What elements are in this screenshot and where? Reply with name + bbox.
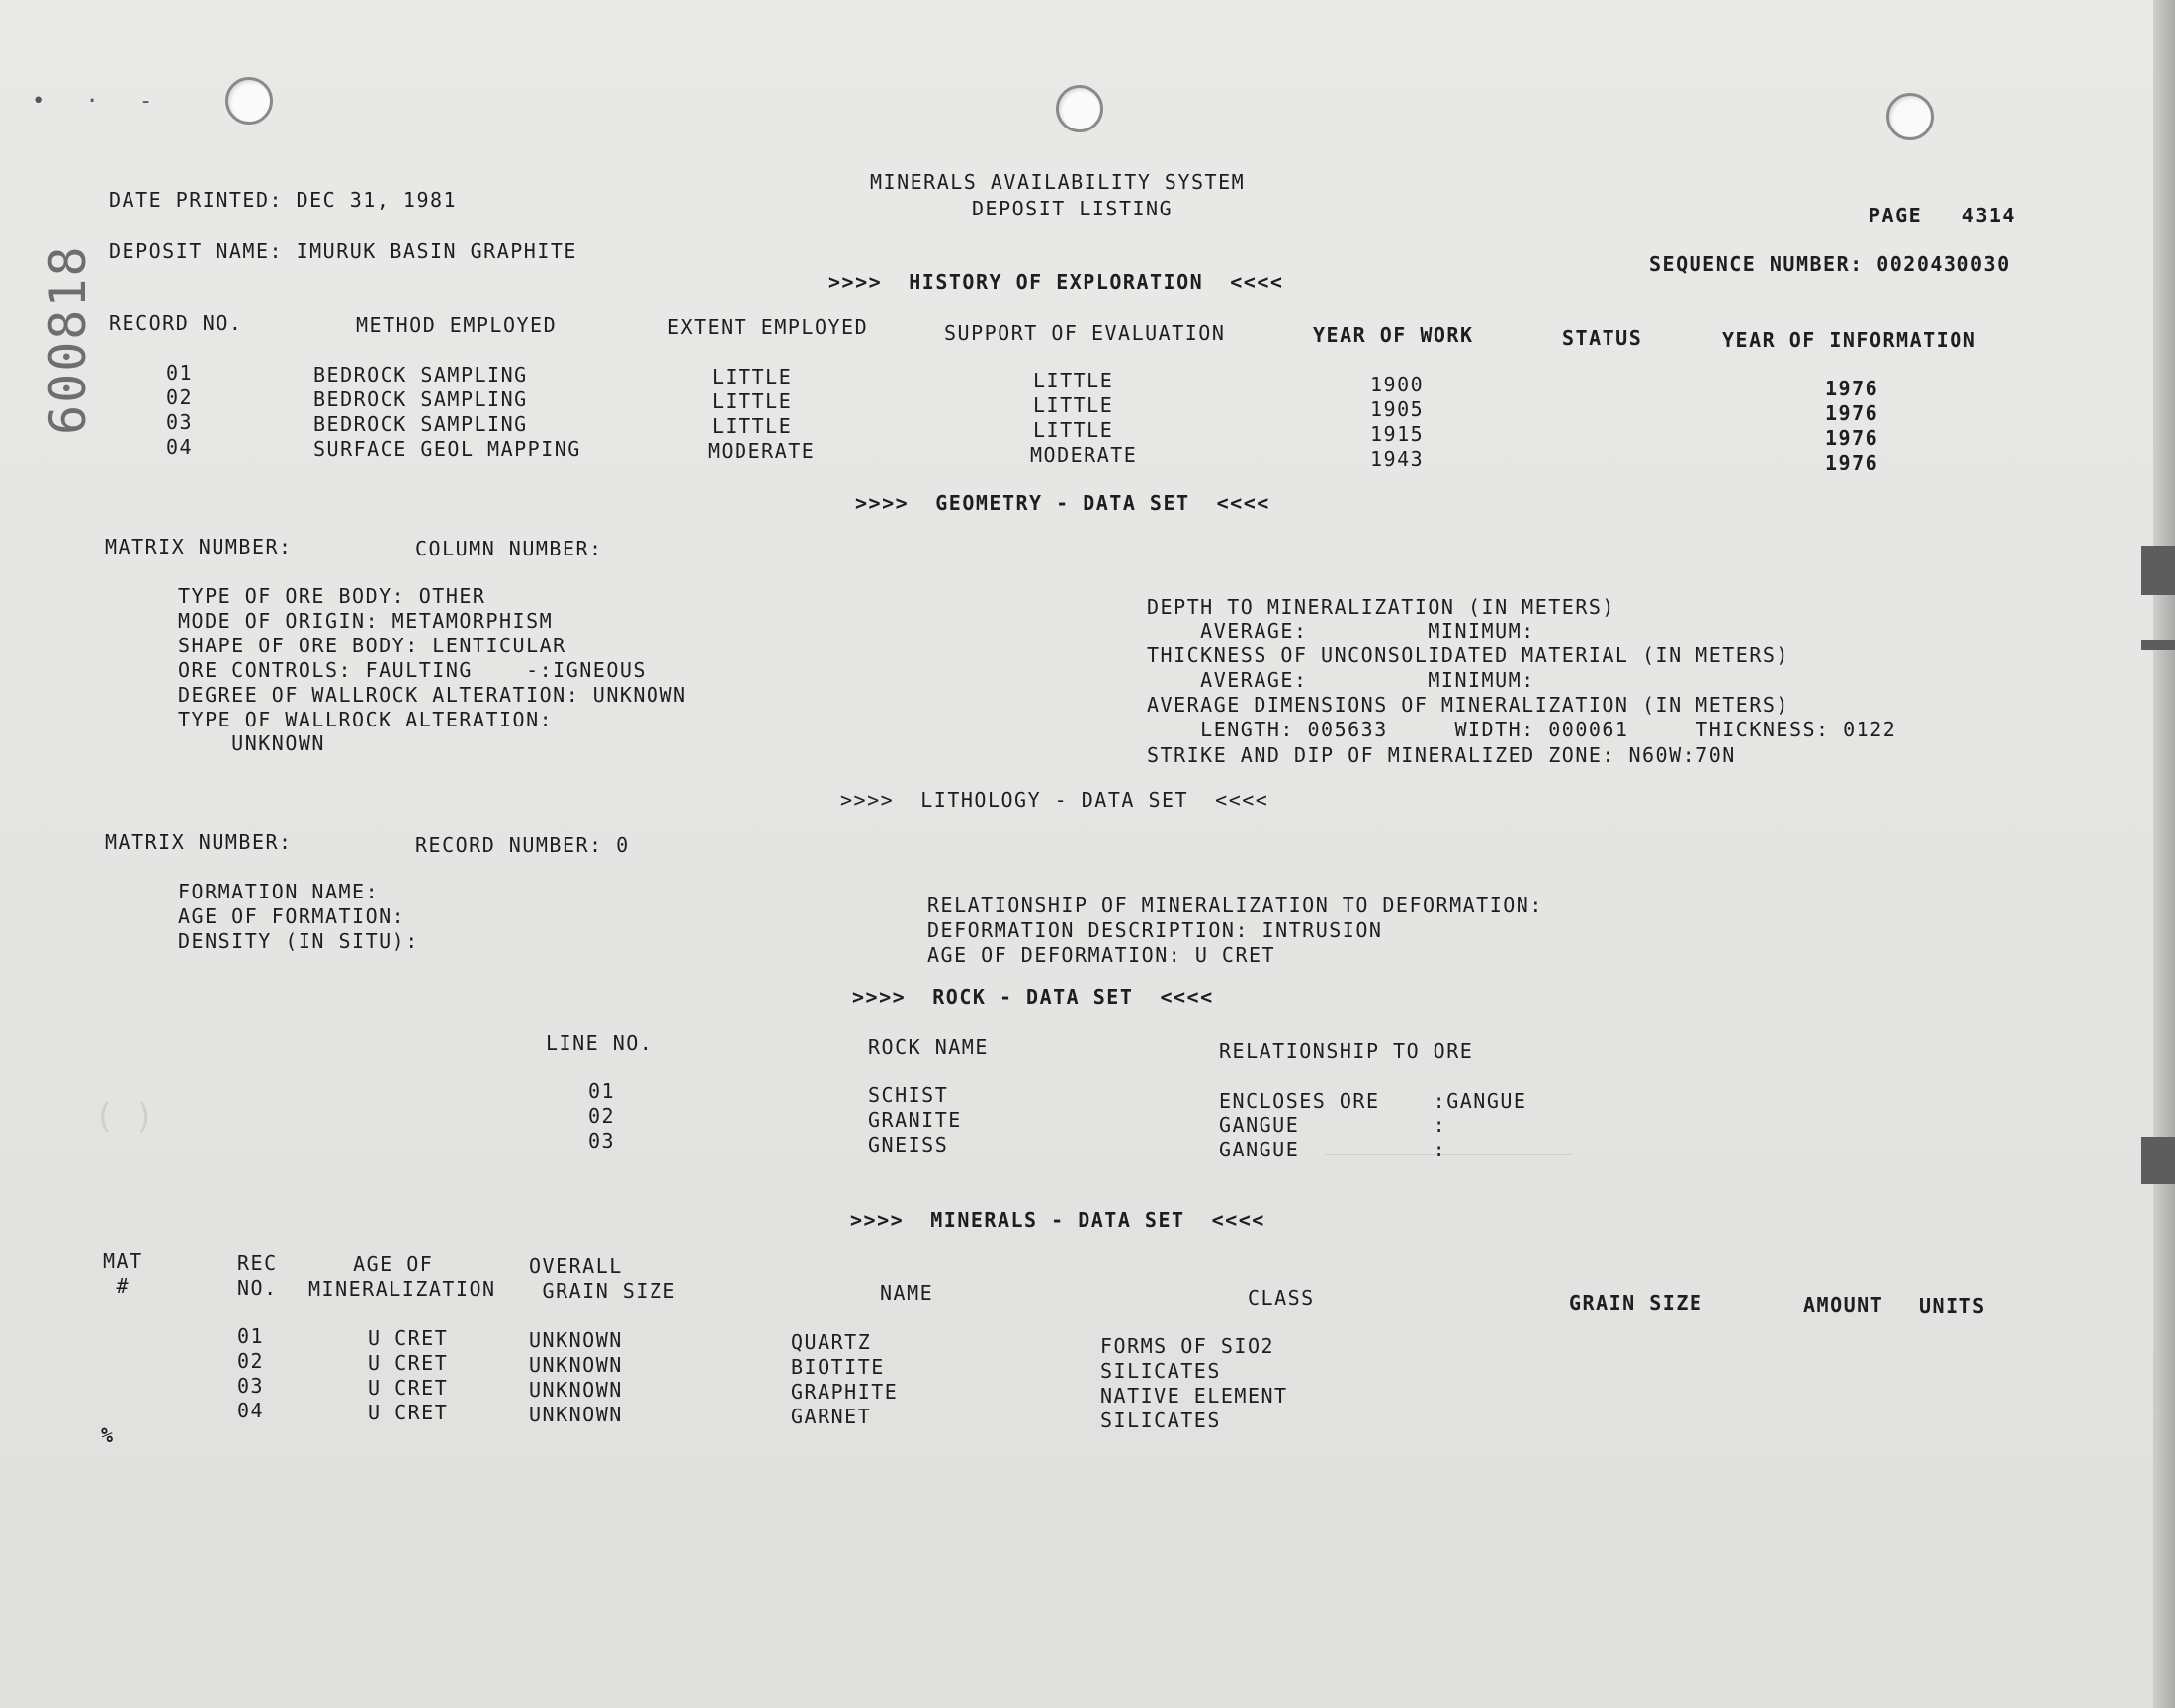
rock-relationship: GANGUE :: [1219, 1138, 1447, 1161]
line-number: 01: [588, 1079, 616, 1103]
mineral-name: GARNET: [791, 1405, 872, 1428]
record-number: 02: [166, 385, 194, 409]
record-number: 03: [166, 410, 194, 434]
rock-relationship: ENCLOSES ORE :GANGUE: [1219, 1089, 1527, 1113]
mode-of-origin: MODE OF ORIGIN: METAMORPHISM: [178, 609, 554, 633]
year-of-information: 1976: [1825, 451, 1879, 474]
mineral-record-number: 03: [237, 1374, 265, 1398]
ore-body-shape: SHAPE OF ORE BODY: LENTICULAR: [178, 634, 566, 657]
year-of-information: 1976: [1825, 377, 1879, 400]
page-number: PAGE 4314: [1869, 204, 2016, 227]
line-number: 03: [588, 1129, 616, 1153]
end-marker: %: [101, 1423, 115, 1447]
mineral-record-number: 01: [237, 1324, 265, 1348]
mineral-age: U CRET: [368, 1376, 449, 1400]
record-number-label: RECORD NUMBER: 0: [415, 833, 630, 857]
mineral-age: U CRET: [368, 1326, 449, 1350]
mineral-name: QUARTZ: [791, 1330, 872, 1354]
density-in-situ: DENSITY (IN SITU):: [178, 929, 419, 953]
column-header: RECORD NO.: [109, 311, 243, 335]
column-number-label: COLUMN NUMBER:: [415, 537, 603, 560]
column-header: SUPPORT OF EVALUATION: [944, 321, 1226, 345]
column-header: OVERALL: [529, 1254, 623, 1278]
age-of-deformation: AGE OF DEFORMATION: U CRET: [927, 943, 1276, 967]
year-of-work: 1915: [1370, 422, 1425, 446]
column-header: CLASS: [1248, 1286, 1315, 1310]
column-header: YEAR OF WORK: [1313, 323, 1474, 347]
method-employed: BEDROCK SAMPLING: [313, 387, 528, 411]
punch-hole: [1056, 85, 1103, 132]
mineral-class: NATIVE ELEMENT: [1100, 1384, 1288, 1408]
extent-employed: LITTLE: [712, 389, 793, 413]
strike-and-dip: STRIKE AND DIP OF MINERALIZED ZONE: N60W:70N: [1147, 743, 1736, 767]
unconsolidated-thickness: THICKNESS OF UNCONSOLIDATED MATERIAL (IN METERS): [1147, 643, 1789, 667]
dimensions-values: LENGTH: 005633 WIDTH: 000061 THICKNESS: 0122: [1147, 718, 1897, 741]
column-header: GRAIN SIZE: [1569, 1291, 1703, 1315]
age-of-formation: AGE OF FORMATION:: [178, 904, 406, 928]
page-edge-shadow: [2153, 0, 2175, 1708]
column-header: RELATIONSHIP TO ORE: [1219, 1039, 1474, 1063]
support-of-evaluation: MODERATE: [1030, 443, 1138, 467]
year-of-work: 1943: [1370, 447, 1425, 470]
speck-marks: • · -: [32, 89, 167, 114]
method-employed: BEDROCK SAMPLING: [313, 363, 528, 386]
edge-mark: [2141, 1137, 2175, 1184]
geometry-section-title: >>>> GEOMETRY - DATA SET <<<<: [855, 491, 1270, 515]
mineral-grain-size: UNKNOWN: [529, 1353, 623, 1377]
wallrock-alteration-degree: DEGREE OF WALLROCK ALTERATION: UNKNOWN: [178, 683, 687, 707]
mineral-grain-size: UNKNOWN: [529, 1378, 623, 1402]
column-header: NAME: [880, 1281, 934, 1305]
matrix-number-label: MATRIX NUMBER:: [105, 830, 293, 854]
column-header: GRAIN SIZE: [529, 1279, 676, 1303]
support-of-evaluation: LITTLE: [1033, 393, 1114, 417]
system-title: MINERALS AVAILABILITY SYSTEM: [870, 170, 1246, 194]
record-number: 04: [166, 435, 194, 459]
mineral-grain-size: UNKNOWN: [529, 1403, 623, 1426]
minerals-section-title: >>>> MINERALS - DATA SET <<<<: [850, 1208, 1265, 1232]
unconsolidated-average-minimum: AVERAGE: MINIMUM:: [1147, 668, 1535, 692]
mineral-name: GRAPHITE: [791, 1380, 899, 1404]
edge-mark: [2141, 546, 2175, 595]
year-of-information: 1976: [1825, 426, 1879, 450]
method-employed: SURFACE GEOL MAPPING: [313, 437, 581, 461]
extent-employed: LITTLE: [712, 365, 793, 388]
mineral-age: U CRET: [368, 1351, 449, 1375]
record-number: 01: [166, 361, 194, 384]
punch-hole: [1886, 93, 1934, 140]
depth-average-minimum: AVERAGE: MINIMUM:: [1147, 619, 1535, 642]
rock-relationship: GANGUE :: [1219, 1113, 1447, 1137]
column-header: AGE OF: [326, 1252, 434, 1276]
date-printed: DATE PRINTED: DEC 31, 1981: [109, 188, 458, 212]
punch-hole: [225, 77, 273, 125]
mineral-record-number: 04: [237, 1399, 265, 1422]
formation-name: FORMATION NAME:: [178, 880, 380, 903]
mineral-record-number: 02: [237, 1349, 265, 1373]
deformation-description: DEFORMATION DESCRIPTION: INTRUSION: [927, 918, 1383, 942]
mineral-class: FORMS OF SIO2: [1100, 1334, 1275, 1358]
extent-employed: LITTLE: [712, 414, 793, 438]
deposit-name: DEPOSIT NAME: IMURUK BASIN GRAPHITE: [109, 239, 577, 263]
year-of-work: 1900: [1370, 373, 1425, 396]
ore-controls: ORE CONTROLS: FAULTING -:IGNEOUS: [178, 658, 647, 682]
history-section-title: >>>> HISTORY OF EXPLORATION <<<<: [828, 270, 1284, 294]
edge-mark: [2141, 640, 2175, 650]
column-header: MINERALIZATION: [308, 1277, 496, 1301]
mineral-class: SILICATES: [1100, 1409, 1221, 1432]
year-of-work: 1905: [1370, 397, 1425, 421]
column-header: UNITS: [1919, 1294, 1986, 1318]
year-of-information: 1976: [1825, 401, 1879, 425]
wallrock-alteration-value: UNKNOWN: [178, 731, 325, 755]
depth-to-mineralization: DEPTH TO MINERALIZATION (IN METERS): [1147, 595, 1615, 619]
column-header: METHOD EMPLOYED: [356, 313, 558, 337]
column-header: NO.: [237, 1276, 278, 1300]
average-dimensions: AVERAGE DIMENSIONS OF MINERALIZATION (IN METERS): [1147, 693, 1789, 717]
column-header: LINE NO.: [546, 1031, 653, 1055]
column-header: YEAR OF INFORMATION: [1722, 328, 1977, 352]
mineralization-deformation-relationship: RELATIONSHIP OF MINERALIZATION TO DEFORMATION:: [927, 894, 1543, 917]
lithology-section-title: >>>> LITHOLOGY - DATA SET <<<<: [840, 788, 1269, 811]
rock-section-title: >>>> ROCK - DATA SET <<<<: [852, 985, 1214, 1009]
mineral-grain-size: UNKNOWN: [529, 1328, 623, 1352]
mineral-age: U CRET: [368, 1401, 449, 1424]
column-header: ROCK NAME: [868, 1035, 989, 1059]
column-header: EXTENT EMPLOYED: [667, 315, 869, 339]
support-of-evaluation: LITTLE: [1033, 369, 1114, 392]
listing-title: DEPOSIT LISTING: [972, 197, 1174, 220]
method-employed: BEDROCK SAMPLING: [313, 412, 528, 436]
line-number: 02: [588, 1104, 616, 1128]
wallrock-alteration-type: TYPE OF WALLROCK ALTERATION:: [178, 708, 554, 731]
column-header: STATUS: [1562, 326, 1643, 350]
column-header: #: [103, 1274, 130, 1298]
column-header: REC: [237, 1251, 278, 1275]
support-of-evaluation: LITTLE: [1033, 418, 1114, 442]
mineral-name: BIOTITE: [791, 1355, 885, 1379]
rock-name: GNEISS: [868, 1133, 949, 1156]
matrix-number-label: MATRIX NUMBER:: [105, 535, 293, 558]
mineral-class: SILICATES: [1100, 1359, 1221, 1383]
faded-mark: ( ): [94, 1097, 175, 1137]
rock-name: SCHIST: [868, 1083, 949, 1107]
column-header: AMOUNT: [1803, 1293, 1884, 1317]
ore-body-type: TYPE OF ORE BODY: OTHER: [178, 584, 486, 608]
extent-employed: MODERATE: [708, 439, 816, 463]
margin-stamp: 600818: [40, 244, 97, 435]
rock-name: GRANITE: [868, 1108, 962, 1132]
sequence-number: SEQUENCE NUMBER: 0020430030: [1649, 252, 2011, 276]
column-header: MAT: [103, 1249, 143, 1273]
